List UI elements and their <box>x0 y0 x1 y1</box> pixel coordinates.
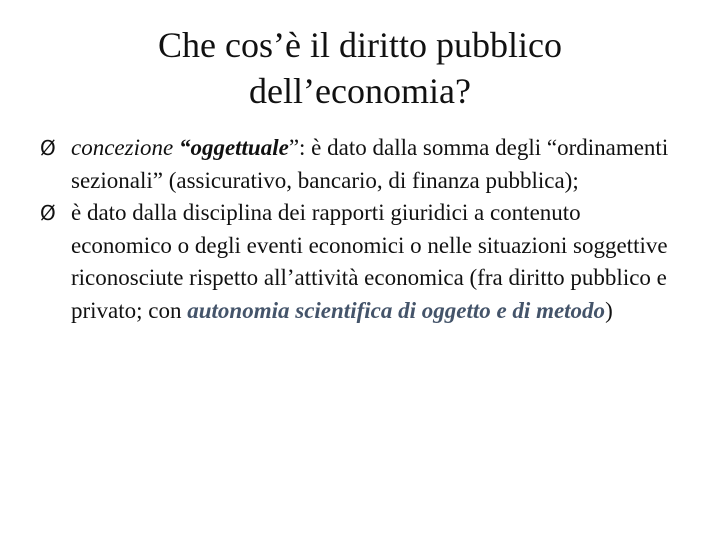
bullet-2-closing: ) <box>605 297 613 323</box>
bullet-item-oggettuale <box>40 132 680 197</box>
bullet-2-text: è dato dalla disciplina dei rapporti giuridici a contenuto economico o degli eventi economici o nelle situazioni soggettive riconosciute rispetto all’attività economica (fra diritto pubblico e privato; con <box>71 200 668 323</box>
arrow-bullet-icon: Ø <box>40 136 56 160</box>
arrow-bullet-icon: Ø <box>40 201 56 225</box>
bullet-item-disciplina <box>40 197 680 327</box>
bullet-1-italic-lead: concezione <box>71 135 179 160</box>
title-line-2: dell’economia? <box>249 71 471 111</box>
bullet-list <box>40 132 680 327</box>
bullet-1-bold-italic: “oggettuale <box>178 135 289 160</box>
bullet-2-accent: autonomia scientifica di oggetto e di metodo <box>187 297 606 323</box>
slide-title <box>60 22 660 114</box>
title-line-1: Che cos’è il diritto pubblico <box>158 25 562 65</box>
bullet-1-text: ”: è dato dalla somma degli “ordinamenti sezionali” (assicurativo, bancario, di finanza pubblica); <box>71 135 669 193</box>
